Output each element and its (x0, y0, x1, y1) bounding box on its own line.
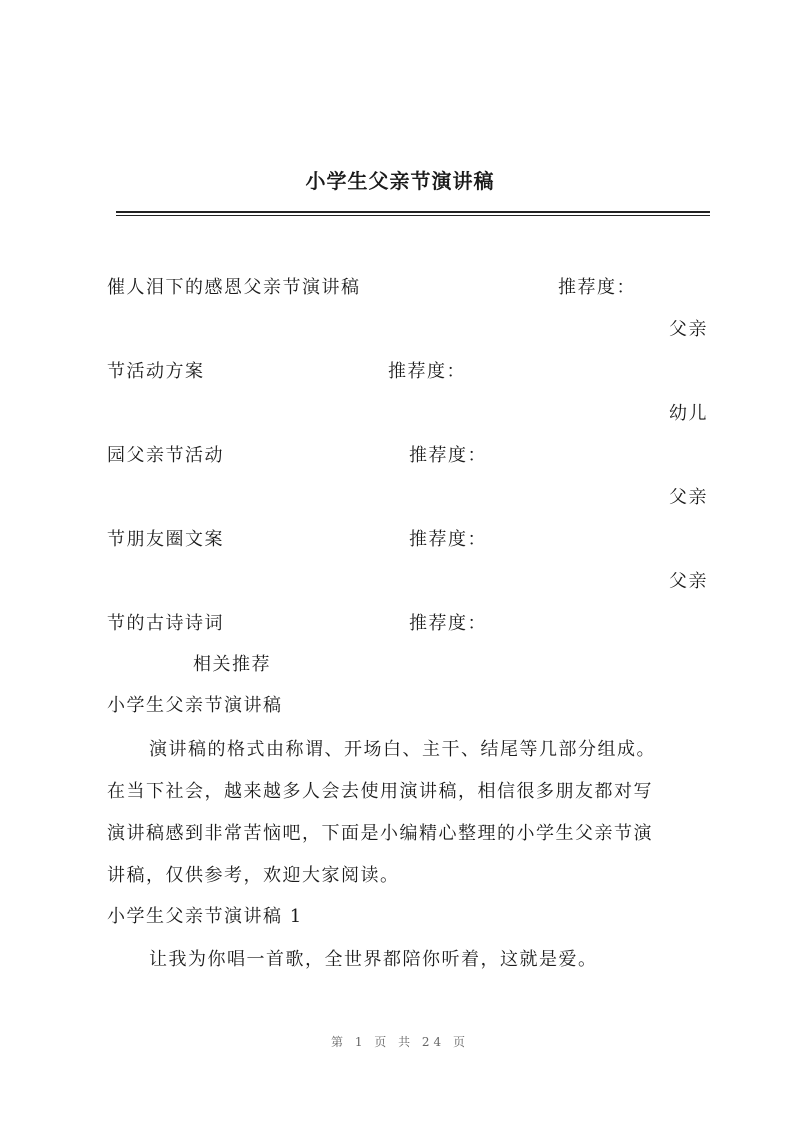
title-rule (116, 211, 710, 213)
recommend-label: 推荐度： (409, 529, 487, 550)
section-heading: 小学生父亲节演讲稿 1 (107, 906, 303, 927)
recommend-item-title[interactable]: 节朋友圈文案 (107, 529, 224, 550)
recommend-label: 推荐度： (409, 613, 487, 634)
intro-line: 演讲稿的格式由称谓、开场白、主干、结尾等几部分组成。 (149, 739, 656, 760)
content-heading: 小学生父亲节演讲稿 (107, 695, 283, 716)
recommend-label: 推荐度： (388, 361, 466, 382)
recommend-item-title[interactable]: 园父亲节活动 (107, 445, 224, 466)
recommend-item-title[interactable]: 幼儿 (669, 403, 708, 424)
recommend-item-title[interactable]: 父亲 (669, 487, 708, 508)
recommend-item-title[interactable]: 节的古诗诗词 (107, 613, 224, 634)
recommend-item-title[interactable]: 催人泪下的感恩父亲节演讲稿 (107, 277, 361, 298)
recommend-item-title[interactable]: 父亲 (669, 319, 708, 340)
intro-line: 讲稿，仅供参考，欢迎大家阅读。 (107, 865, 400, 886)
recommend-item-title[interactable]: 父亲 (669, 571, 708, 592)
title-rule-thin (116, 215, 710, 216)
recommend-item-title[interactable]: 节活动方案 (107, 361, 205, 382)
recommend-label: 推荐度： (558, 277, 636, 298)
intro-line: 演讲稿感到非常苦恼吧，下面是小编精心整理的小学生父亲节演 (107, 823, 653, 844)
page-footer: 第 1 页 共 24 页 (331, 1035, 469, 1049)
page-title: 小学生父亲节演讲稿 (305, 169, 495, 193)
intro-line: 在当下社会，越来越多人会去使用演讲稿，相信很多朋友都对写 (107, 781, 653, 802)
section-line: 让我为你唱一首歌，全世界都陪你听着，这就是爱。 (149, 949, 598, 970)
recommend-label: 推荐度： (409, 445, 487, 466)
related-heading: 相关推荐 (193, 654, 271, 675)
